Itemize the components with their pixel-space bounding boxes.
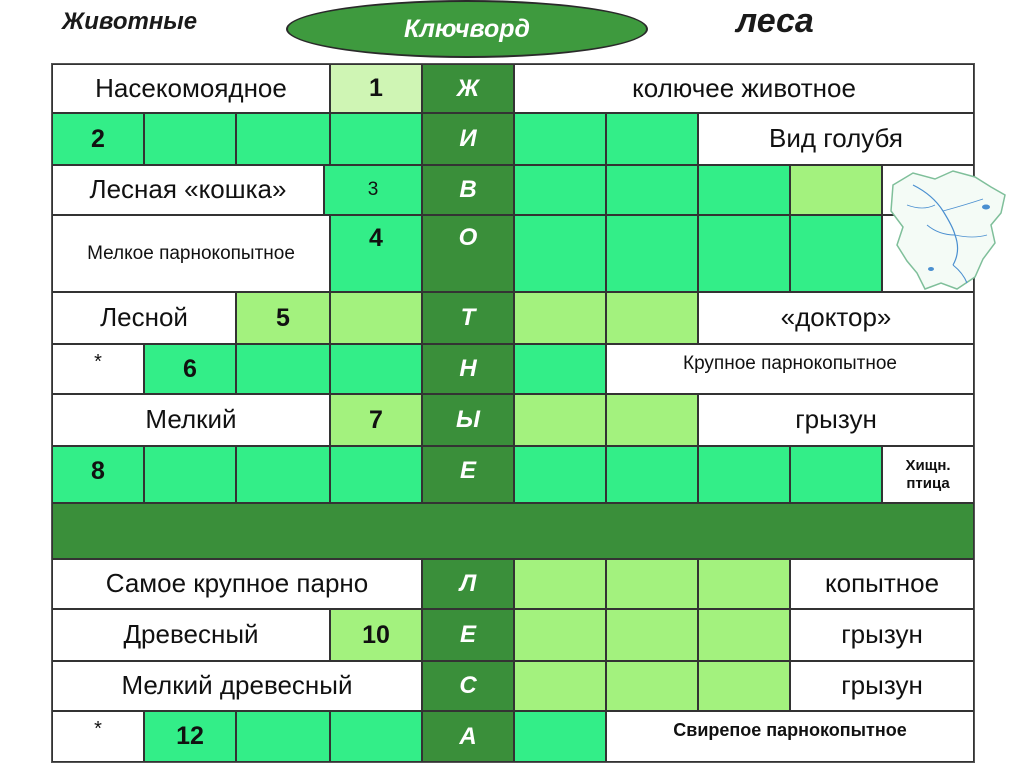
hint-cell: Вид голубя — [698, 113, 974, 165]
answer-cell[interactable] — [144, 446, 236, 503]
hint-cell: Хищн. птица — [882, 446, 974, 503]
keyword-letter-cell[interactable]: Ж — [422, 64, 514, 113]
hint-cell: колючее животное — [514, 64, 974, 113]
number-cell[interactable]: 4 — [330, 215, 422, 292]
answer-cell[interactable] — [606, 113, 698, 165]
answer-cell[interactable] — [606, 165, 698, 215]
answer-cell[interactable] — [606, 292, 698, 344]
answer-cell[interactable] — [514, 559, 606, 609]
number-cell[interactable]: 5 — [236, 292, 330, 344]
hint-cell: грызун — [698, 394, 974, 446]
answer-cell[interactable] — [514, 609, 606, 661]
clue-cell: Мелкое парнокопытное — [52, 215, 330, 292]
number-cell[interactable]: 10 — [330, 609, 422, 661]
answer-cell[interactable] — [698, 609, 790, 661]
answer-cell[interactable] — [144, 113, 236, 165]
answer-cell[interactable] — [236, 113, 330, 165]
answer-cell[interactable] — [698, 559, 790, 609]
number-cell[interactable]: 12 — [144, 711, 236, 762]
answer-cell[interactable] — [236, 344, 330, 394]
answer-cell[interactable] — [790, 215, 882, 292]
hint-cell: грызун — [790, 661, 974, 711]
hint-cell: Крупное парнокопытное — [606, 344, 974, 394]
hint-cell: Свирепое парнокопытное — [606, 711, 974, 762]
keyword-letter-cell[interactable]: А — [422, 711, 514, 762]
answer-cell[interactable] — [236, 446, 330, 503]
clue-cell: Насекомоядное — [52, 64, 330, 113]
answer-cell[interactable] — [698, 215, 790, 292]
number-cell[interactable]: 7 — [330, 394, 422, 446]
keyword-letter-cell[interactable]: Н — [422, 344, 514, 394]
keyword-letter-cell[interactable]: О — [422, 215, 514, 292]
answer-cell[interactable] — [606, 394, 698, 446]
answer-cell[interactable] — [606, 559, 698, 609]
crossword-grid — [51, 63, 975, 763]
number-cell: 1 — [330, 64, 422, 113]
keyword-letter-cell[interactable]: Т — [422, 292, 514, 344]
keyword-letter-cell[interactable]: Е — [422, 446, 514, 503]
answer-cell[interactable] — [514, 661, 606, 711]
title-forest: леса — [736, 2, 814, 40]
title-animals: Животные — [62, 8, 198, 35]
answer-cell[interactable] — [698, 661, 790, 711]
number-cell[interactable]: 2 — [52, 113, 144, 165]
hint-cell: грызун — [790, 609, 974, 661]
star-cell: * — [52, 344, 144, 394]
number-cell[interactable]: 3 — [324, 165, 422, 215]
region-map-icon — [883, 165, 1013, 295]
star-cell: * — [52, 711, 144, 762]
hint-cell: «доктор» — [698, 292, 974, 344]
answer-cell[interactable] — [790, 165, 882, 215]
answer-cell[interactable] — [514, 711, 606, 762]
answer-cell[interactable] — [330, 711, 422, 762]
answer-cell[interactable] — [606, 446, 698, 503]
hint-cell: копытное — [790, 559, 974, 609]
clue-cell: Мелкий древесный — [52, 661, 422, 711]
keyword-letter-cell[interactable]: Е — [422, 609, 514, 661]
clue-cell: Самое крупное парно — [52, 559, 422, 609]
keyword-letter-cell[interactable]: И — [422, 113, 514, 165]
answer-cell[interactable] — [514, 215, 606, 292]
keyword-letter-cell[interactable]: Ы — [422, 394, 514, 446]
answer-cell[interactable] — [330, 113, 422, 165]
keyword-label: Ключворд — [403, 14, 530, 43]
answer-cell[interactable] — [330, 292, 422, 344]
separator-row — [52, 503, 974, 559]
answer-cell[interactable] — [330, 446, 422, 503]
answer-cell[interactable] — [698, 165, 790, 215]
keyword-badge — [286, 0, 648, 58]
answer-cell[interactable] — [698, 446, 790, 503]
answer-cell[interactable] — [236, 711, 330, 762]
clue-cell: Лесной — [52, 292, 236, 344]
answer-cell[interactable] — [514, 344, 606, 394]
clue-cell: Лесная «кошка» — [52, 165, 324, 215]
answer-cell[interactable] — [514, 113, 606, 165]
number-cell[interactable]: 6 — [144, 344, 236, 394]
keyword-letter-cell[interactable]: Л — [422, 559, 514, 609]
keyword-letter-cell[interactable]: В — [422, 165, 514, 215]
answer-cell[interactable] — [790, 446, 882, 503]
answer-cell[interactable] — [514, 446, 606, 503]
number-cell[interactable]: 8 — [52, 446, 144, 503]
answer-cell[interactable] — [514, 292, 606, 344]
clue-cell: Мелкий — [52, 394, 330, 446]
answer-cell[interactable] — [514, 165, 606, 215]
keyword-letter-cell[interactable]: С — [422, 661, 514, 711]
answer-cell[interactable] — [606, 215, 698, 292]
answer-cell[interactable] — [330, 344, 422, 394]
answer-cell[interactable] — [606, 661, 698, 711]
clue-cell: Древесный — [52, 609, 330, 661]
answer-cell[interactable] — [514, 394, 606, 446]
answer-cell[interactable] — [606, 609, 698, 661]
